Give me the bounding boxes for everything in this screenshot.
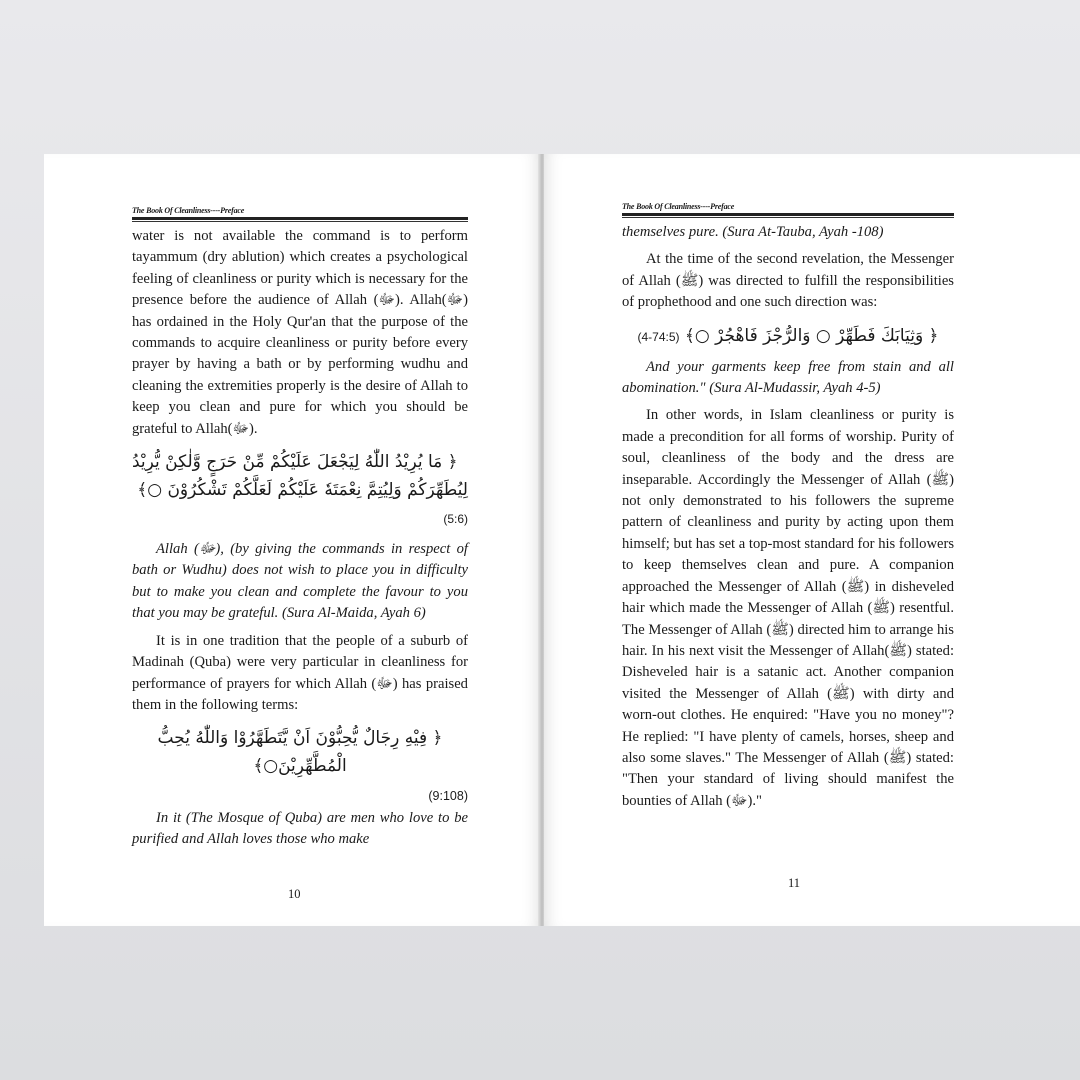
body-paragraph: At the time of the second revelation, the Messenger of Allah (ﷺ) was directed to fulfill the responsibilities of prophethood and one such direction was: — [622, 251, 954, 311]
quran-verse-arabic — [132, 476, 468, 533]
header-rule — [132, 217, 468, 220]
verse-translation: In it (The Mosque of Quba) are men who love to be purified and Allah loves those who make — [132, 809, 468, 848]
header-rule — [622, 213, 954, 216]
arabic-line: ﴿ مَا يُرِيْدُ اللّٰهُ لِيَجْعَلَ عَلَيْكُمْ مِّنْ حَرَجٍ وَّلٰكِنْ يُّرِيْدُ — [132, 452, 458, 473]
header-rule-thin — [132, 221, 468, 222]
page-number: 11 — [788, 876, 801, 890]
header-rule-thin — [622, 217, 954, 218]
verse-reference: (5:6) — [443, 512, 468, 527]
body-paragraph: It is in one tradition that the people of a suburb of Madinah (Quba) were very particular in cleanliness for performance of prayers for which Allah (ﷻ) has praised them in the following terms: — [132, 632, 468, 713]
running-header: The Book Of Cleanliness----Preface — [132, 206, 245, 215]
body-paragraph: In other words, in Islam cleanliness or purity is made a precondition for all forms of worship. Purity of soul, cleanliness of the body and the dress are inseparable. Accordingly the Messenger of Allah (ﷺ) not only demonstrated to his followers the supreme pattern of cleanliness and purity by acting upon them himself; but has set a top-most standard for his followers to keep themselves clean and pure. A companion approached the Messenger of Allah (ﷺ) in disheveled hair which made the Messenger of Allah (ﷺ) resentful. The Messenger of Allah (ﷺ) directed him to arrange his hair. In his next visit the Messenger of Allah(ﷺ) stated: Disheveled hair is a satanic act. Another companion visited the Messenger of Allah (ﷺ) with dirty and worn-out clothes. He enquired: "Have you no money"? He replied: "I have plenty of camels, horses, sheep and also some slaves." The Messenger of Allah (ﷺ) stated: "Then your standard of living should manifest the bounties of Allah (ﷻ)." — [622, 407, 955, 809]
book-spread — [44, 154, 1080, 926]
right-page — [544, 154, 1080, 926]
verse-translation: Allah (ﷻ), (by giving the commands in respect of bath or Wudhu) does not wish to place you in difficulty but to make you clean and complete the favour to you that you may be grateful. (Sura Al-Maida, Ayah 6) — [132, 541, 468, 622]
page-number: 10 — [288, 887, 301, 901]
verse-reference: (9:108) — [428, 789, 468, 804]
verse-translation: And your garments keep free from stain and all abomination." (Sura Al-Mudassir, Ayah 4-5) — [622, 358, 954, 397]
running-header: The Book Of Cleanliness----Preface — [622, 202, 735, 211]
arabic-line: لِيُطَهِّرَكُمْ وَلِيُتِمَّ نِعْمَتَهٗ عَلَيْكُمْ لَعَلَّكُمْ تَشْكُرُوْنَ ○﴾ — [137, 480, 468, 501]
quran-verse-arabic — [622, 322, 954, 351]
quran-verse-arabic: ﴿ فِيْهِ رِجَالٌ يُّحِبُّوْنَ اَنْ يَّتَطَهَّرُوْا وَاللّٰهُ يُحِبُّ الْمُطَّهِّرِيْنَ○﴾ — [157, 728, 443, 777]
arabic-line: ﴿ وَثِيَابَكَ فَطَهِّرْ ○ وَالرُّجْزَ فَاهْجُرْ ○﴾ — [684, 325, 939, 346]
body-paragraph: water is not available the command is to perform tayammum (dry ablution) which creates a psychological feeling of cleanliness or purity which is necessary for the presence before the audience of Allah (ﷻ). Allah(ﷻ) has ordained in the Holy Qur'an that the purpose of the commands to acquire cleanliness or purity before every prayer by having a bath or by performing wudhu and cleaning the extremities properly is the desire of Allah to keep you clean and pure for which you should be grateful to Allah(ﷻ). — [132, 228, 468, 437]
left-page — [44, 154, 540, 926]
quran-verse-arabic — [132, 448, 468, 476]
verse-citation: themselves pure. (Sura At-Tauba, Ayah -108) — [622, 224, 884, 240]
verse-reference: (74:5-4) — [637, 329, 680, 344]
